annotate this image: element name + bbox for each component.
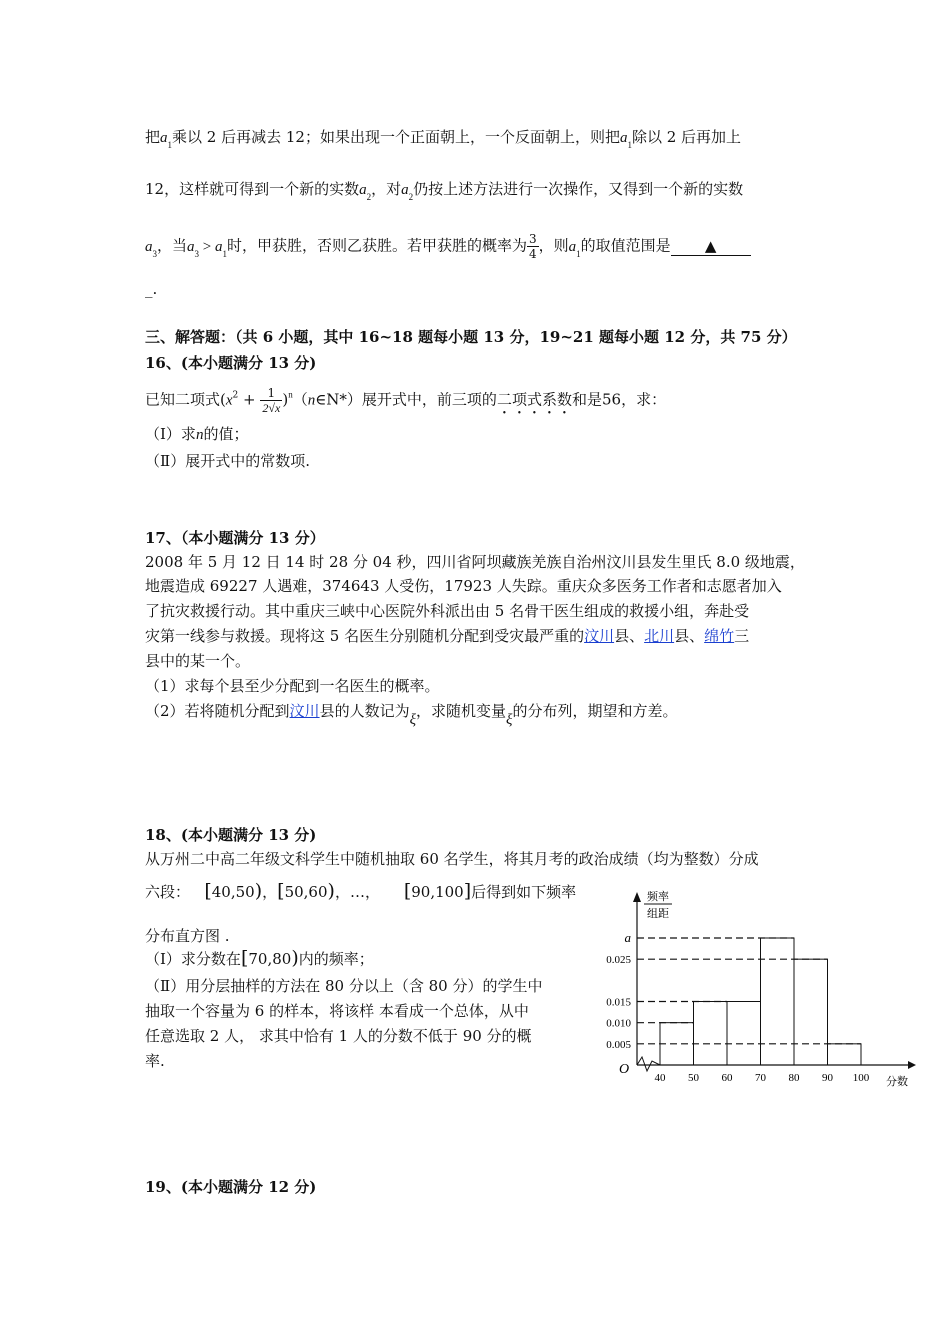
y-tick-label: a: [624, 930, 631, 945]
histogram-bar: [694, 1002, 728, 1066]
q17-para-4: 灾第一线参与救援。现将这 5 名医生分别随机分配到受灾最严重的汶川县、北川县、绵竹三: [145, 627, 750, 645]
x-axis-label: 分数: [886, 1076, 908, 1088]
q18-part-2-line-2: 抽取一个容量为 6 的样本，将该样 本看成一个总体，从中: [145, 1002, 529, 1020]
q19-header: 19、(本小题满分 12 分): [145, 1178, 317, 1196]
y-tick-label: 0.015: [606, 996, 631, 1009]
q17-para-5: 县中的某一个。: [145, 652, 251, 670]
var-a2: $a_2$: [359, 182, 372, 202]
q17-para-3: 了抗灾救援行动。其中重庆三峡中心医院外科派出由 5 名骨干医生组成的救援小组，奔赴受: [145, 602, 750, 620]
histogram-bar: [727, 1002, 761, 1066]
link-beichuan[interactable]: 北川: [644, 627, 675, 645]
fraction-3-4: $\frac{3}{4}$: [529, 232, 537, 261]
x-tick-label: 40: [654, 1072, 666, 1084]
q18-part-2-line-1: （Ⅱ）用分层抽样的方法在 80 分以上（含 80 分）的学生中: [145, 977, 543, 995]
q15-line-1: 把$a_1$乘以 2 后再减去 12；如果出现一个正面朝上，一个反面朝上，则把$a_1$除以 2 后再加上: [145, 128, 742, 150]
q15-line-4: _.: [145, 280, 158, 298]
link-wenchuan[interactable]: 汶川: [289, 702, 320, 720]
x-tick-label: 70: [755, 1072, 766, 1084]
answer-blank: [671, 237, 751, 256]
var-a2: $a_2$: [401, 182, 414, 202]
q18-part-2-line-4: 率.: [145, 1052, 165, 1070]
link-wenchuan[interactable]: 汶川: [584, 627, 615, 645]
y-tick-label: 0.025: [606, 954, 631, 967]
q15-line-2: 12，这样就可得到一个新的实数$a_2$，对$a_2$仍按上述方法进行一次操作，又得到一个新的实数: [145, 180, 744, 202]
section-title: 三、解答题：（共 6 小题，其中 16~18 题每小题 13 分，19~21 题每小题 12 分，共 75 分）: [145, 328, 797, 346]
q18-para-1: 从万州二中高二年级文科学生中随机抽取 60 名学生，将其月考的政治成绩（均为整数）分成: [145, 850, 759, 868]
var-a1: $a_1$: [619, 130, 632, 150]
q17-part-1: （1）求每个县至少分配到一名医生的概率。: [145, 677, 440, 695]
q18-part-1: （Ⅰ）求分数在[70,80)内的频率；: [145, 947, 374, 969]
q17-para-2: 地震造成 69227 人遇难，374643 人受伤，17923 人失踪。重庆众多医务工作者和志愿者加入: [145, 577, 782, 595]
q18-part-2-line-3: 任意选取 2 人， 求其中恰有 1 人的分数不低于 90 分的概: [145, 1027, 532, 1045]
x-tick-label: 80: [788, 1072, 800, 1084]
y-tick-label: 0.010: [606, 1017, 631, 1030]
x-tick-label: 90: [822, 1072, 833, 1084]
y-axis-label-denominator: 组距: [647, 908, 669, 920]
inequality: $a_3 > a_1$: [187, 238, 227, 259]
histogram-bar: [828, 1044, 862, 1065]
fraction-1-over-2sqrtx: $\frac{1}{2√x}$: [262, 386, 281, 415]
var-a1: $a_1$: [568, 238, 581, 259]
histogram-bar: [794, 959, 828, 1065]
emphasized-term: 二项式系数: [496, 390, 572, 409]
axis-break-mark: [637, 1057, 660, 1071]
q18-header: 18、(本小题满分 13 分): [145, 826, 317, 844]
y-tick-label: 0.005: [606, 1038, 631, 1051]
q16-line-1: 已知二项式($x^2$ + $\frac{1}{2√x}$ )$^n$（n∈N*）展开式中，前三项的二项式系数和是56，求：: [145, 386, 667, 415]
y-axis-label-numerator: 频率: [647, 891, 669, 903]
x-tick-label: 100: [852, 1072, 870, 1084]
frequency-histogram: [590, 880, 920, 1095]
q16-header: 16、(本小题满分 13 分): [145, 354, 317, 372]
histogram-bar: [761, 938, 795, 1065]
x-tick-label: 50: [688, 1072, 699, 1084]
origin-label: O: [619, 1062, 630, 1077]
q17-para-1: 2008 年 5 月 12 日 14 时 28 分 04 秒，四川省阿坝藏族羌族自治州汶川县发生里氏 8.0 级地震，: [145, 553, 805, 571]
var-a3: $a_3$: [145, 238, 157, 259]
link-mianzhu[interactable]: 绵竹: [704, 627, 735, 645]
q18-para-3: 分布直方图 .: [145, 927, 230, 945]
q18-para-2: 六段： [40,50)，[50,60)，…， [90,100]后得到如下频率: [145, 880, 577, 902]
x-axis-arrow-icon: [908, 1061, 916, 1069]
q16-part-2: （Ⅱ）展开式中的常数项.: [145, 452, 310, 470]
q17-header: 17、（本小题满分 13 分）: [145, 529, 325, 547]
q16-part-1: （Ⅰ）求n的值；: [145, 425, 249, 443]
x-tick-label: 60: [721, 1072, 733, 1084]
y-axis-arrow-icon: [633, 892, 641, 902]
triangle-icon: ▲: [704, 236, 717, 255]
q17-part-2: （2）若将随机分配到汶川县的人数记为ξ，求随机变量ξ的分布列，期望和方差。: [145, 702, 678, 728]
q15-line-3: $a_3$，当$a_3 > a_1$时，甲获胜，否则乙获胜。若甲获胜的概率为 $\frac{3}{4}$ ，则$a_1$的取值范围是 ▲: [145, 232, 751, 261]
var-a1: $a_1$: [160, 130, 173, 150]
